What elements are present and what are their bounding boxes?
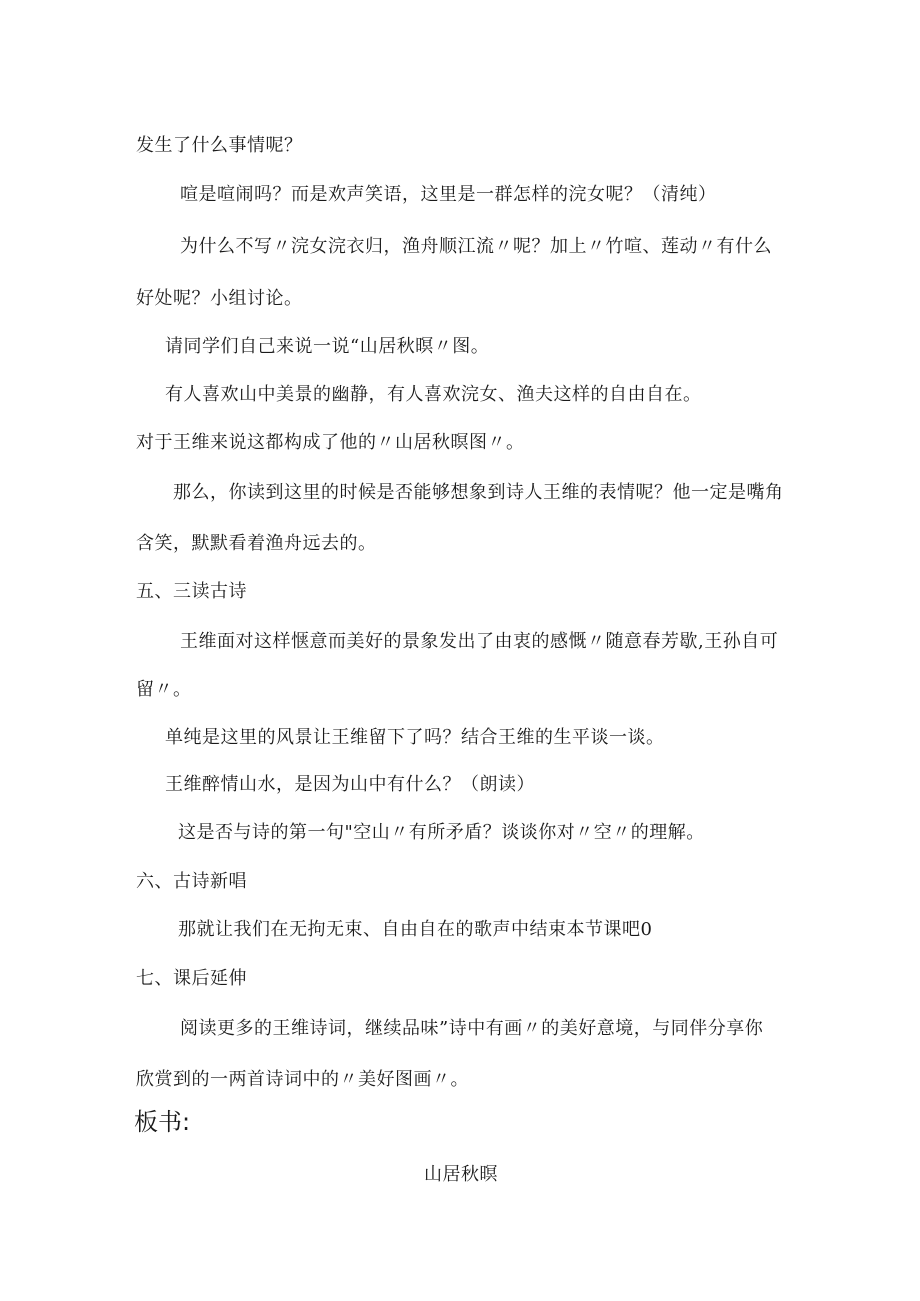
text-line: 王维醉情山水，是因为山中有什么？（朗读）: [165, 774, 535, 795]
board-heading: 板书:: [134, 1108, 191, 1136]
text-line: 欣赏到的一两首诗词中的〃美好图画〃。: [136, 1069, 469, 1090]
text-line: 喧是喧闹吗？而是欢声笑语，这里是一群怎样的浣女呢？（清纯）: [180, 184, 717, 205]
text-line: 对于王维来说这都构成了他的〃山居秋暝图〃。: [136, 432, 525, 453]
text-line: 那么，你读到这里的时候是否能够想象到诗人王维的表情呢？他一定是嘴角: [173, 482, 784, 503]
board-title: 山居秋暝: [424, 1164, 498, 1185]
section-heading: 七、课后延伸: [136, 968, 247, 989]
section-heading: 五、三读古诗: [136, 581, 247, 602]
text-line: 有人喜欢山中美景的幽静，有人喜欢浣女、渔夫这样的自由自在。: [165, 384, 702, 405]
text-line: 请同学们自己来说一说“山居秋暝〃图。: [165, 336, 490, 357]
text-line: 发生了什么事情呢？: [136, 135, 303, 156]
text-line: 单纯是这里的风景让王维留下了吗？结合王维的生平谈一谈。: [165, 727, 665, 748]
section-heading: 六、古诗新唱: [136, 871, 247, 892]
text-line: 含笑，默默看着渔舟远去的。: [136, 533, 377, 554]
text-line: 留〃。: [136, 679, 192, 700]
text-line: 这是否与诗的第一句"空山〃有所矛盾？谈谈你对〃空〃的理解。: [178, 822, 705, 843]
text-line: 好处呢？小组讨论。: [136, 288, 303, 309]
text-line: 为什么不写〃浣女浣衣归，渔舟顺江流〃呢？加上〃竹喧、莲动〃有什么: [180, 236, 772, 257]
text-line: 阅读更多的王维诗词，继续品味”诗中有画〃的美好意境，与同伴分享你: [180, 1018, 764, 1039]
text-line: 那就让我们在无拘无束、自由自在的歌声中结束本节课吧0: [178, 919, 653, 940]
text-line: 王维面对这样惬意而美好的景象发出了由衷的感慨〃随意春芳歇,王孙自可: [180, 631, 779, 652]
